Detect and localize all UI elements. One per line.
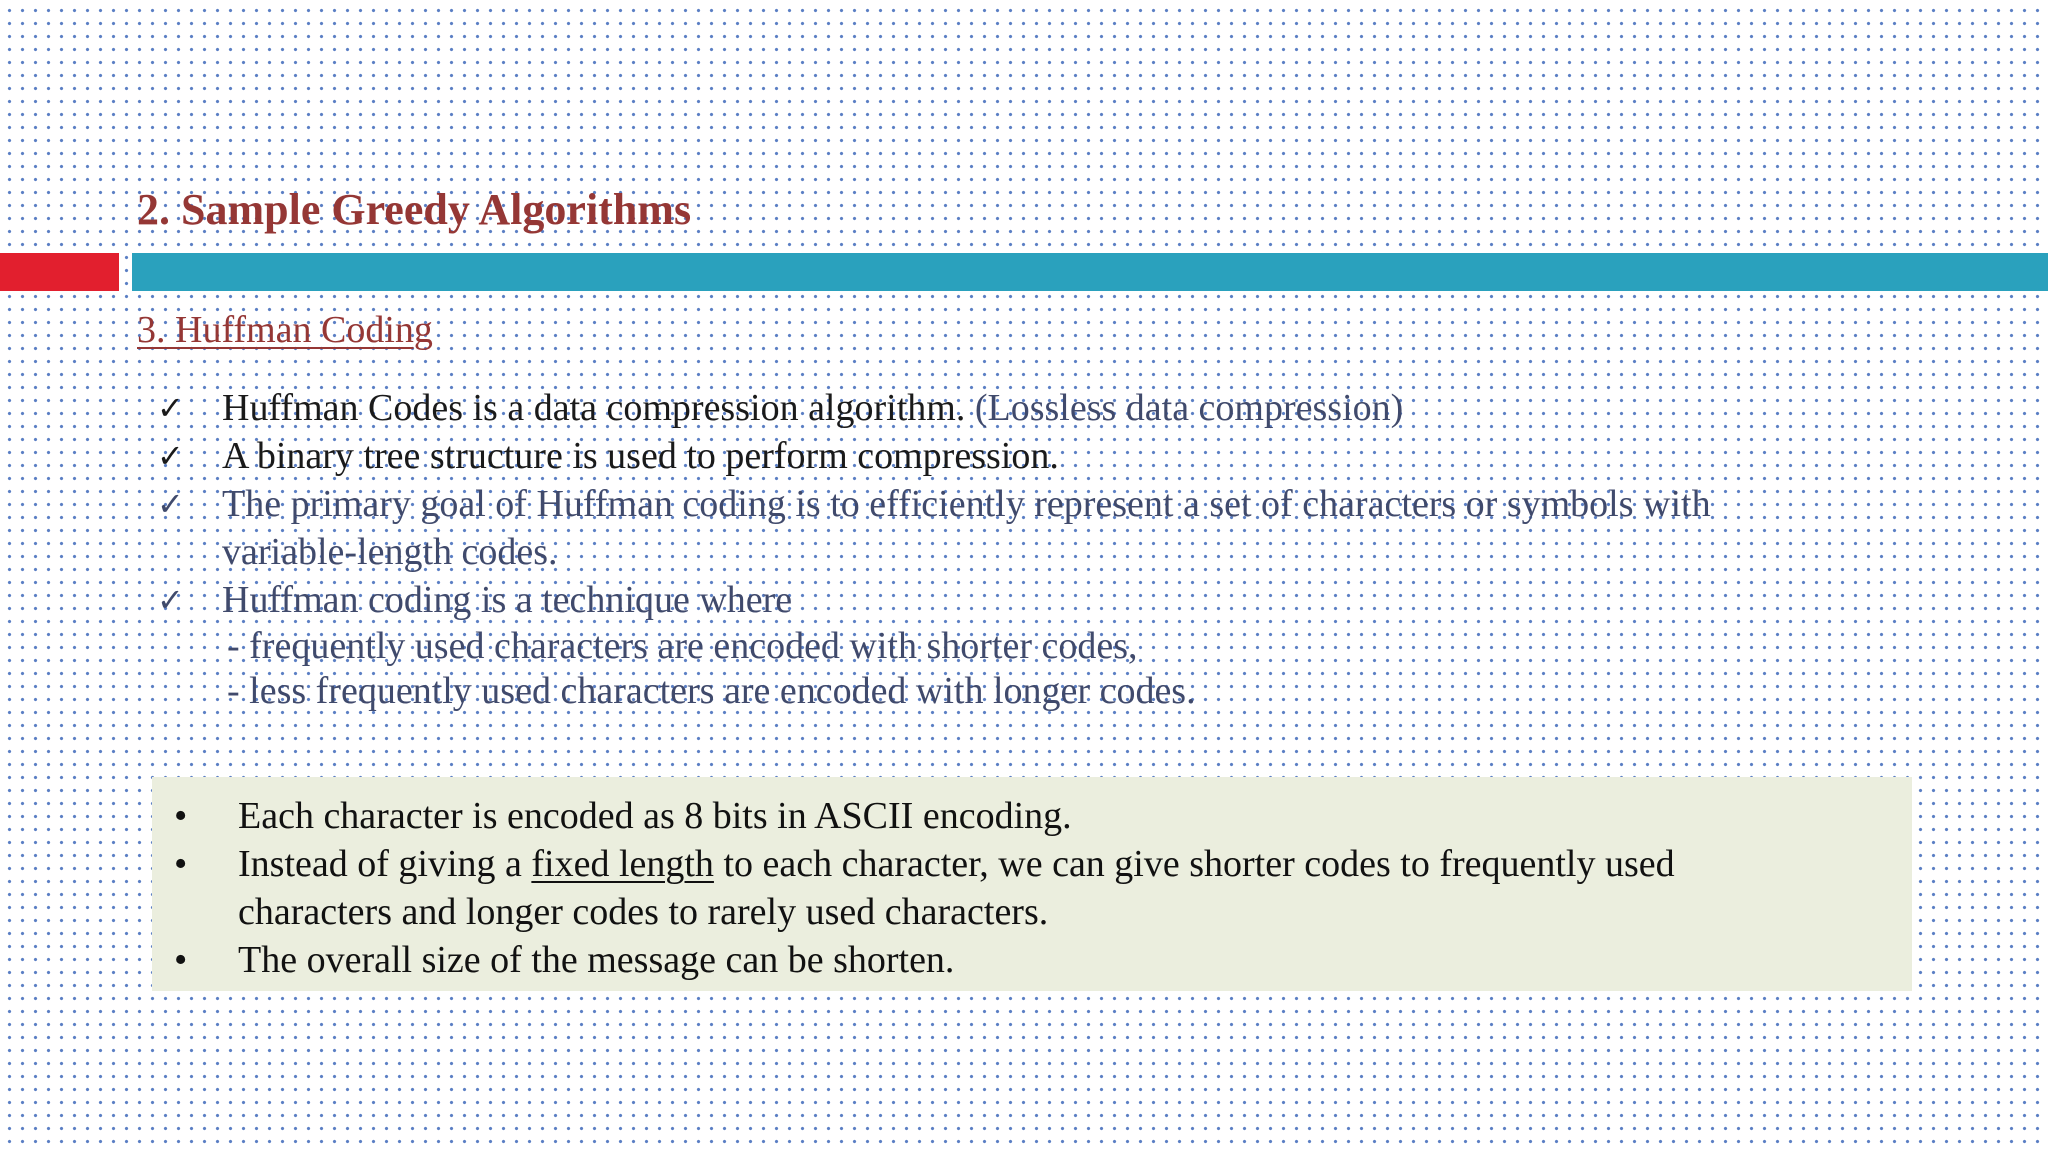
info-bullet-item [152,936,1912,984]
info-box [152,777,1912,991]
info-item-text: The overall size of the message can be shorten. [238,939,955,981]
info-item-text: to each character, we can give shorter codes to frequently used [713,843,1675,885]
bullet-icon: • [174,795,188,837]
accent-bar-red [0,253,119,291]
check-item-note: (Lossless data compression) [974,387,1404,429]
check-mark-icon: ✓ [157,437,184,475]
check-item-text: Huffman coding is a technique where [222,579,793,621]
underlined-term: fixed length [531,843,714,885]
info-item-text: Each character is encoded as 8 bits in ASCII encoding. [238,795,1072,837]
check-item-text: Huffman Codes is a data compression algorithm. [222,387,975,429]
slide-title: 2. Sample Greedy Algorithms [137,185,692,234]
check-item-text: The primary goal of Huffman coding is to efficiently represent a set of characters or symbols with [222,483,1711,525]
check-mark-icon: ✓ [157,389,184,427]
check-mark-icon: ✓ [157,485,184,523]
sub-item: - frequently used characters are encoded with shorter codes, [227,625,1138,667]
check-mark-icon: ✓ [157,581,184,619]
check-item [155,576,1975,624]
check-list [155,384,1975,714]
check-item-text: A binary tree structure is used to perform compression. [222,435,1059,477]
bullet-icon: • [174,843,188,885]
check-item [155,384,1975,432]
check-item-continuation: variable-length codes. [222,531,558,573]
check-item [155,432,1975,480]
info-bullet-item [152,840,1912,888]
sub-item: - less frequently used characters are encoded with longer codes. [227,670,1196,712]
bullet-icon: • [174,939,188,981]
slide-subtitle: 3. Huffman Coding [137,309,433,351]
info-bullet-item [152,792,1912,840]
info-item-text: Instead of giving a [238,843,532,885]
accent-bar-teal [132,253,2048,291]
info-item-continuation: characters and longer codes to rarely used characters. [238,891,1049,933]
check-item [155,480,1975,528]
